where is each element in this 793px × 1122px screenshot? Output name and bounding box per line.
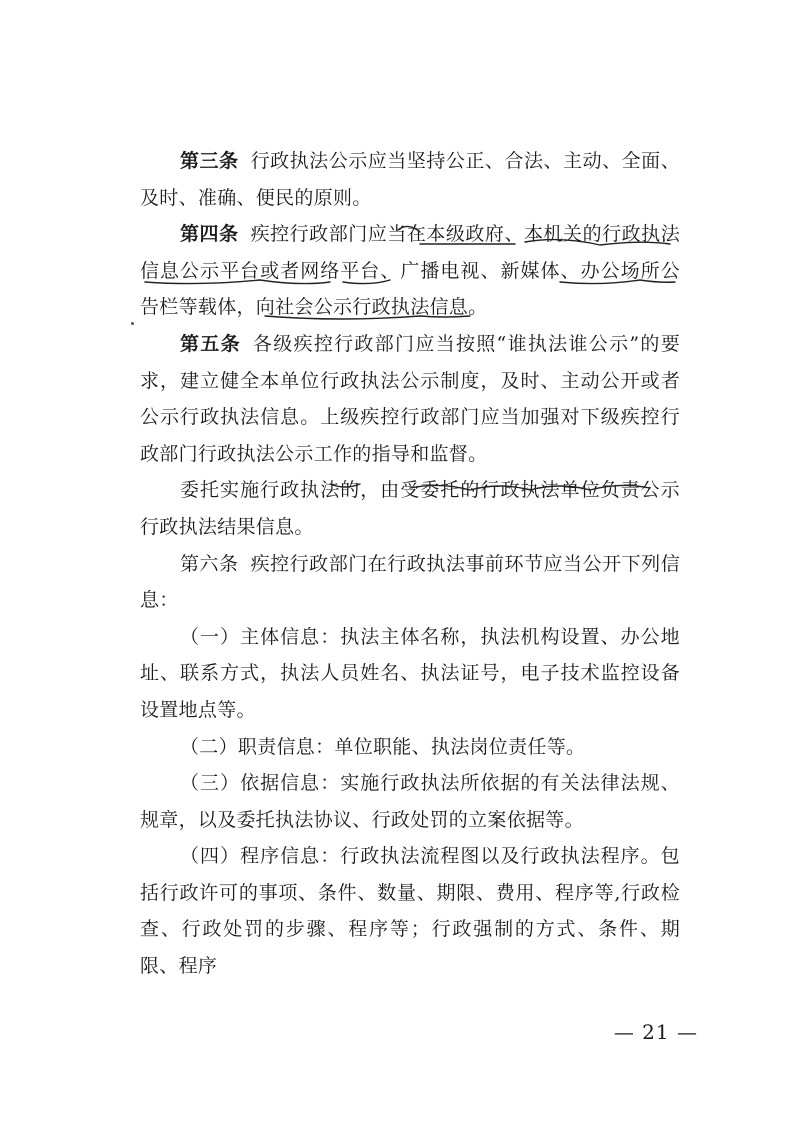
item-3-basis-info <box>140 765 680 838</box>
article-text: 疾控行政部门在行政执法事前环节应当公开下列信息： <box>140 552 680 612</box>
article-text: 行政执法公示应当坚持公正、合法、主动、全面、及时、准确、便民的原则。 <box>140 150 680 209</box>
item-text: （三）依据信息：实施行政执法所依据的有关法律法规、规章，以及委托执法协议、行政处罚的立案依据等。 <box>140 772 680 831</box>
item-2-duty-info <box>140 729 680 766</box>
article-text: 疾控行政部门应当在本级政府、本机关的行政执法信息公示平台或者网络平台、广播电视、新媒体、办公场所公告栏等载体，向社会公示行政执法信息。 <box>140 223 680 319</box>
item-4-procedure-info <box>140 838 680 984</box>
item-1-subject-info <box>140 619 680 729</box>
paragraph-text: 委托实施行政执法的，由受委托的行政执法单位负责公示行政执法结果信息。 <box>140 479 680 538</box>
article-5 <box>140 326 680 472</box>
item-text: （二）职责信息：单位职能、执法岗位责任等。 <box>180 735 586 758</box>
article-label: 第五条 <box>180 332 241 355</box>
article-3 <box>140 143 680 216</box>
document-body <box>140 143 680 985</box>
article-label: 第三条 <box>180 150 239 172</box>
article-6 <box>140 546 680 619</box>
article-4 <box>140 216 680 326</box>
item-text: （一）主体信息：执法主体名称，执法机构设置、办公地址、联系方式，执法人员姓名、执法证号，电子技术监控设备设置地点等。 <box>140 625 680 721</box>
article-label: 第四条 <box>180 223 239 246</box>
scan-speck <box>131 322 134 325</box>
item-text: （四）程序信息：行政执法流程图以及行政执法程序。包括行政许可的事项、条件、数量、期限、费用、程序等,行政检查、行政处罚的步骤、程序等；行政强制的方式、条件、期限、程序 <box>140 845 680 978</box>
article-5-paragraph-2 <box>140 472 680 545</box>
article-label: 第六条 <box>180 552 239 575</box>
article-text: 各级疾控行政部门应当按照“谁执法谁公示”的要求，建立健全本单位行政执法公示制度，及时、主动公开或者公示行政执法信息。上级疾控行政部门应当加强对下级疾控行政部门行政执法公示工作的指导和监督。 <box>140 332 681 465</box>
page-number: — 21 — <box>613 1020 698 1044</box>
